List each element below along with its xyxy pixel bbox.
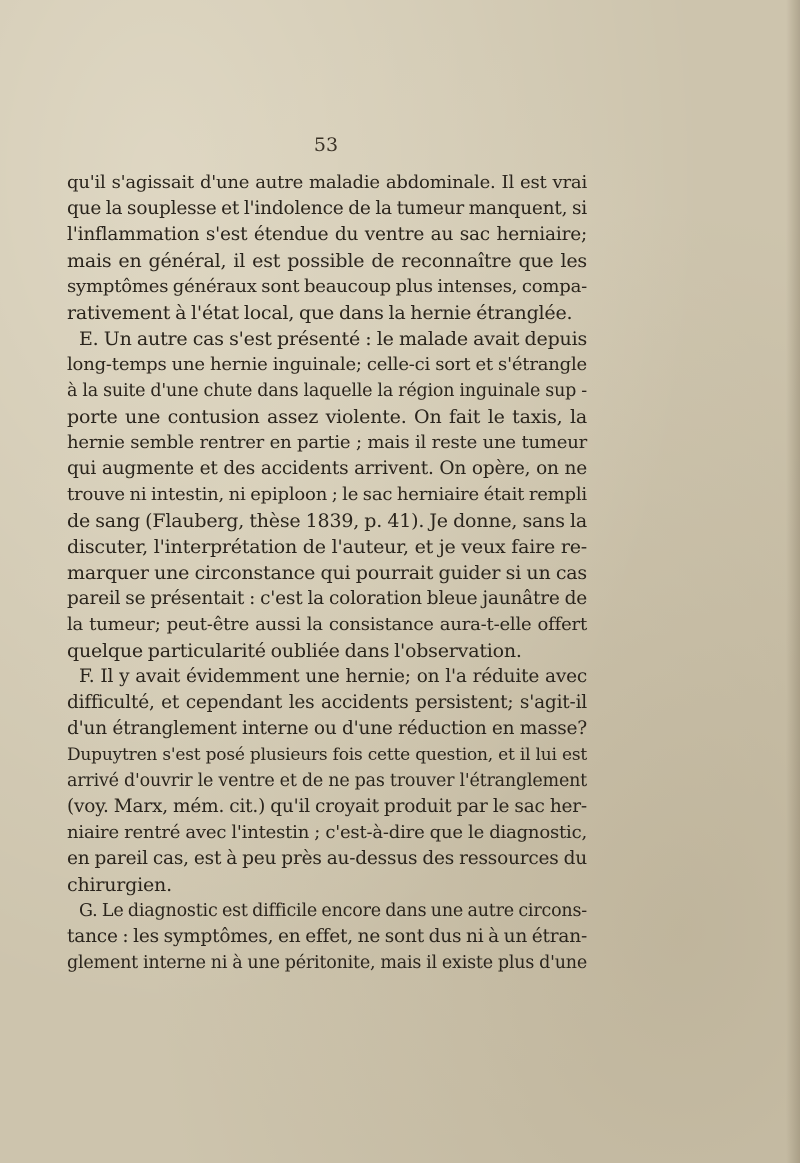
text-line: G. Le diagnostic est difficile encore dans une autre circons- bbox=[79, 901, 587, 921]
page-number: 53 bbox=[313, 134, 339, 156]
text-line: quelque particularité oubliée dans l'observation. bbox=[67, 640, 522, 662]
text-line: (voy. Marx, mém. cit.) qu'il croyait produit par le sac her- bbox=[67, 796, 587, 817]
text-line: F. Il y avait évidemment une hernie; on l'a réduite avec bbox=[79, 666, 587, 687]
text-line: symptômes généraux sont beaucoup plus intenses, compa- bbox=[67, 276, 587, 297]
text-line: porte une contusion assez violente. On fait le taxis, la bbox=[67, 406, 587, 428]
text-line: qu'il s'agissait d'une autre maladie abdominale. Il est vrai bbox=[67, 172, 587, 193]
text-line: glement interne ni à une péritonite, mais il existe plus d'une bbox=[67, 953, 587, 973]
text-line: l'inflammation s'est étendue du ventre au sac herniaire; bbox=[67, 224, 587, 245]
body-text bbox=[67, 170, 587, 976]
text-line: de sang (Flauberg, thèse 1839, p. 41). Je donne, sans la bbox=[67, 510, 587, 532]
text-line: que la souplesse et l'indolence de la tumeur manquent, si bbox=[67, 198, 587, 219]
text-line: tance : les symptômes, en effet, ne sont dus ni à un étran- bbox=[67, 926, 587, 947]
text-line: trouve ni intestin, ni epiploon ; le sac herniaire était rempli bbox=[67, 484, 587, 505]
text-line: qui augmente et des accidents arrivent. On opère, on ne bbox=[67, 458, 587, 479]
text-line: marquer une circonstance qui pourrait guider si un cas bbox=[67, 562, 587, 584]
text-line: rativement à l'état local, que dans la hernie étranglée. bbox=[67, 302, 573, 324]
text-line: en pareil cas, est à peu près au-dessus des ressources du bbox=[67, 848, 587, 869]
text-line: Dupuytren s'est posé plusieurs fois cette question, et il lui est bbox=[67, 745, 587, 765]
text-line: mais en général, il est possible de reconnaître que les bbox=[67, 250, 587, 272]
text-line: arrivé d'ouvrir le ventre et de ne pas trouver l'étranglement bbox=[67, 771, 587, 791]
text-line: d'un étranglement interne ou d'une réduction en masse? bbox=[67, 718, 587, 739]
text-line: long-temps une hernie inguinale; celle-ci sort et s'étrangle bbox=[67, 354, 587, 375]
page-edge-shadow bbox=[786, 0, 800, 1163]
text-line: E. Un autre cas s'est présenté : le malade avait depuis bbox=[79, 328, 587, 350]
text-line: hernie semble rentrer en partie ; mais il reste une tumeur bbox=[67, 432, 587, 453]
text-line: discuter, l'interprétation de l'auteur, et je veux faire re- bbox=[67, 536, 587, 558]
text-line: à la suite d'une chute dans laquelle la région inguinale sup - bbox=[67, 381, 587, 401]
text-line: pareil se présentait : c'est la coloration bleue jaunâtre de bbox=[67, 588, 587, 609]
text-line: difficulté, et cependant les accidents persistent; s'agit-il bbox=[67, 692, 587, 713]
text-line: chirurgien. bbox=[67, 874, 172, 896]
text-line: niaire rentré avec l'intestin ; c'est-à-dire que le diagnostic, bbox=[67, 822, 587, 843]
text-line: la tumeur; peut-être aussi la consistance aura-t-elle offert bbox=[67, 614, 587, 635]
